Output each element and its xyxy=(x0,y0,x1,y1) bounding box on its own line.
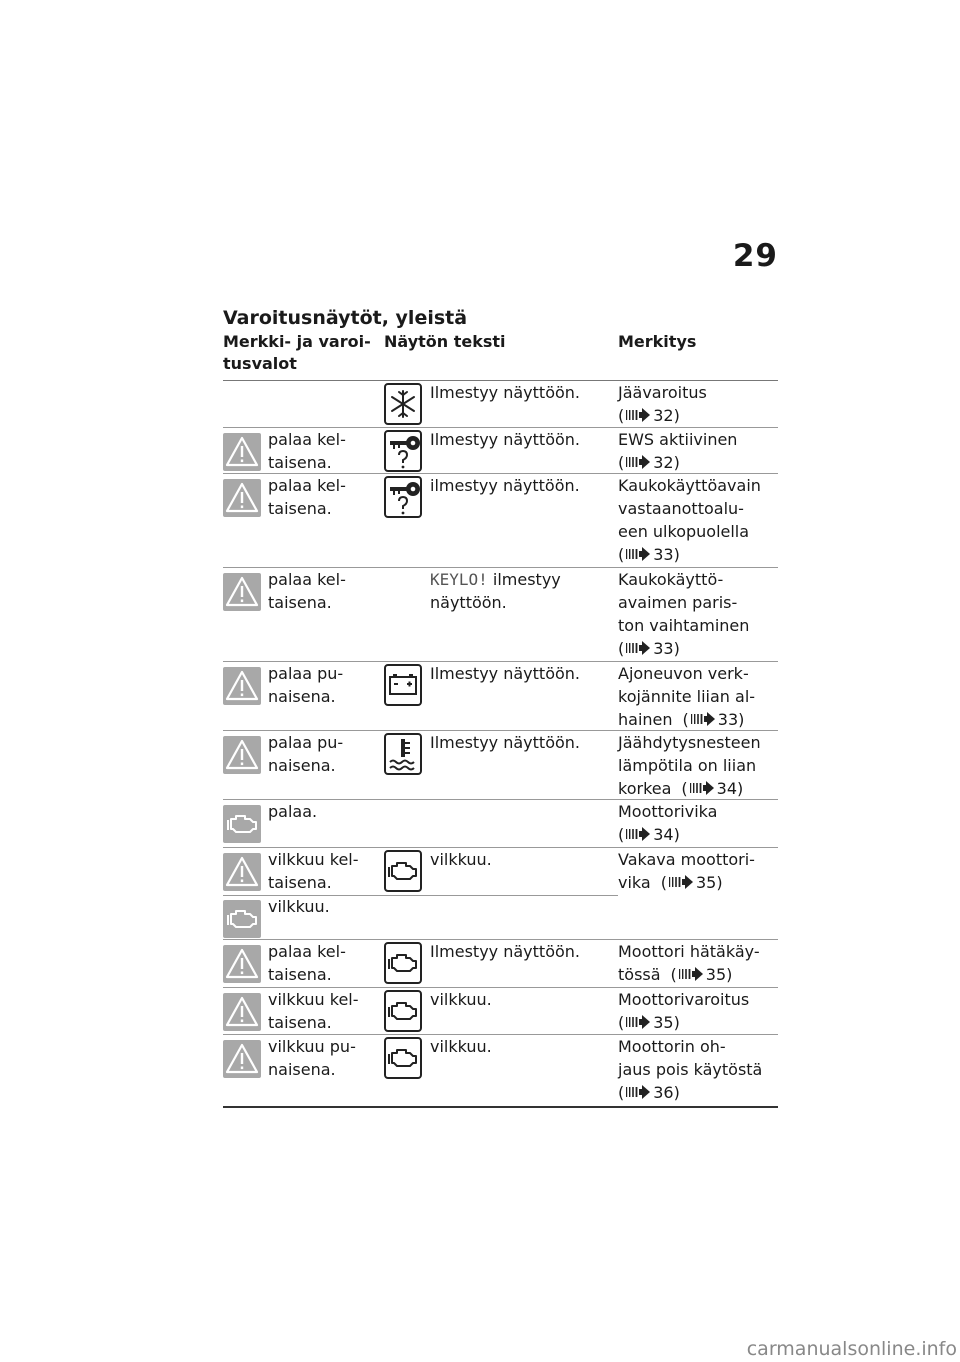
meaning-text xyxy=(618,474,761,566)
meaning-text xyxy=(618,731,761,800)
warning-triangle-icon xyxy=(223,993,261,1031)
meaning-text xyxy=(618,988,749,1034)
page-reference[interactable]: ( 35) xyxy=(670,965,733,984)
display-text: vilkkuu. xyxy=(430,990,492,1009)
meaning-line: Moottori hätäkäy- xyxy=(618,942,760,961)
warning-triangle-icon xyxy=(223,736,261,774)
reference-page: 34) xyxy=(716,779,744,798)
reference-arrow-icon xyxy=(669,875,693,889)
header-meaning: Merkitys xyxy=(618,332,697,351)
meaning-line: Vakava moottori- xyxy=(618,850,755,869)
snowflake-icon xyxy=(384,383,422,425)
meaning-line: Jäähdytysnesteen xyxy=(618,733,761,752)
display-text-rest: ilmestyy näyttöön. xyxy=(430,570,561,612)
meaning-text xyxy=(618,940,760,986)
indicator-text: palaa kel- taisena. xyxy=(268,430,346,472)
display-text: vilkkuu. xyxy=(430,1037,492,1056)
meaning-line: EWS aktiivinen xyxy=(618,430,738,449)
meaning-line: ton vaihtaminen xyxy=(618,616,750,635)
meaning-line: Kaukokäyttö- xyxy=(618,570,724,589)
reference-page: 32) xyxy=(653,406,680,425)
reference-arrow-icon xyxy=(626,455,650,469)
display-text xyxy=(430,568,561,614)
reference-page: 32) xyxy=(653,453,680,472)
reference-page: 33) xyxy=(653,545,680,564)
engine-icon xyxy=(384,850,422,892)
display-text: Ilmestyy näyttöön. xyxy=(430,664,580,683)
reference-arrow-icon xyxy=(626,547,650,561)
meaning-text xyxy=(618,381,707,427)
page-reference[interactable]: ( 34) xyxy=(618,825,680,844)
meaning-line: Jäävaroitus xyxy=(618,383,707,402)
meaning-text xyxy=(618,800,717,846)
reference-arrow-icon xyxy=(626,408,650,422)
meaning-line: hainen ( 33) xyxy=(618,710,745,729)
meaning-line: vika ( 35) xyxy=(618,873,723,892)
warning-triangle-icon xyxy=(223,1040,261,1078)
display-text: ilmestyy näyttöön. xyxy=(430,476,580,495)
battery-icon xyxy=(384,664,422,706)
reference-arrow-icon xyxy=(626,1015,650,1029)
page-reference[interactable]: ( 35) xyxy=(660,873,723,892)
indicator-text: vilkkuu kel- taisena. xyxy=(268,850,359,892)
display-code: KEYLO! xyxy=(430,570,488,589)
display-text: Ilmestyy näyttöön. xyxy=(430,430,580,449)
page-reference[interactable]: ( 32) xyxy=(618,453,680,472)
page-reference[interactable]: ( 33) xyxy=(682,710,745,729)
indicator-text: palaa kel- taisena. xyxy=(268,942,346,984)
warning-triangle-icon xyxy=(223,945,261,983)
meaning-line: Moottorivika xyxy=(618,802,718,821)
page-reference[interactable]: ( 36) xyxy=(618,1083,680,1102)
page-reference[interactable]: ( 32) xyxy=(618,406,680,425)
engine-icon xyxy=(223,805,261,843)
meaning-line: Moottorin oh- xyxy=(618,1037,726,1056)
coolant-temperature-icon xyxy=(384,733,422,775)
page-reference[interactable]: ( 35) xyxy=(618,1013,680,1032)
meaning-text xyxy=(618,848,755,894)
meaning-line: jaus pois käytöstä xyxy=(618,1060,763,1079)
meaning-line: korkea ( 34) xyxy=(618,779,744,798)
display-text: Ilmestyy näyttöön. xyxy=(430,942,580,961)
meaning-line: kojännite liian al- xyxy=(618,687,756,706)
warning-triangle-icon xyxy=(223,667,261,705)
indicator-text: palaa pu- naisena. xyxy=(268,664,344,706)
header-display-text: Näytön teksti xyxy=(384,332,506,351)
meaning-line: avaimen paris- xyxy=(618,593,738,612)
meaning-text xyxy=(618,428,737,474)
warning-triangle-icon xyxy=(223,573,261,611)
meaning-line: Kaukokäyttöavain xyxy=(618,476,761,495)
indicator-text: palaa. xyxy=(268,802,318,821)
page-reference[interactable]: ( 34) xyxy=(681,779,744,798)
engine-icon xyxy=(223,900,261,938)
reference-page: 33) xyxy=(717,710,745,729)
reference-page: 35) xyxy=(695,873,723,892)
reference-arrow-icon xyxy=(626,641,650,655)
meaning-line: Ajoneuvon verk- xyxy=(618,664,749,683)
reference-page: 33) xyxy=(653,639,680,658)
reference-arrow-icon xyxy=(679,967,703,981)
reference-arrow-icon xyxy=(690,781,714,795)
reference-page: 34) xyxy=(653,825,680,844)
page-number: 29 xyxy=(732,238,778,274)
meaning-line: een ulkopuolella xyxy=(618,522,750,541)
engine-icon xyxy=(384,990,422,1032)
row-divider xyxy=(223,1106,778,1108)
display-text: Ilmestyy näyttöön. xyxy=(430,383,580,402)
display-text: vilkkuu. xyxy=(430,850,492,869)
engine-icon xyxy=(384,1037,422,1079)
section-title: Varoitusnäytöt, yleistä xyxy=(223,307,468,329)
key-question-icon xyxy=(384,430,422,472)
warning-triangle-icon xyxy=(223,479,261,517)
indicator-text: vilkkuu. xyxy=(268,897,330,916)
warning-triangle-icon xyxy=(223,433,261,471)
reference-arrow-icon xyxy=(691,712,715,726)
indicator-text: palaa pu- naisena. xyxy=(268,733,344,775)
indicator-text: vilkkuu kel- taisena. xyxy=(268,990,359,1032)
meaning-line: Moottorivaroitus xyxy=(618,990,750,1009)
meaning-text xyxy=(618,662,755,731)
engine-icon xyxy=(384,942,422,984)
display-text: Ilmestyy näyttöön. xyxy=(430,733,580,752)
reference-arrow-icon xyxy=(626,1085,650,1099)
meaning-text xyxy=(618,568,749,660)
reference-page: 36) xyxy=(653,1083,680,1102)
header-indicator-lights: Merkki- ja varoi- tusvalot xyxy=(223,332,371,373)
indicator-text: palaa kel- taisena. xyxy=(268,570,346,612)
indicator-text: vilkkuu pu- naisena. xyxy=(268,1037,356,1079)
key-question-icon xyxy=(384,476,422,518)
meaning-text xyxy=(618,1035,762,1104)
reference-page: 35) xyxy=(705,965,733,984)
meaning-line: tössä ( 35) xyxy=(618,965,733,984)
indicator-text: palaa kel- taisena. xyxy=(268,476,346,518)
meaning-line: vastaanottoalu- xyxy=(618,499,744,518)
page-reference[interactable]: ( 33) xyxy=(618,545,680,564)
page-reference[interactable]: ( 33) xyxy=(618,639,680,658)
reference-page: 35) xyxy=(653,1013,680,1032)
warning-triangle-icon xyxy=(223,853,261,891)
reference-arrow-icon xyxy=(626,827,650,841)
watermark: carmanualsonline.info xyxy=(746,1338,957,1360)
meaning-line: lämpötila on liian xyxy=(618,756,757,775)
